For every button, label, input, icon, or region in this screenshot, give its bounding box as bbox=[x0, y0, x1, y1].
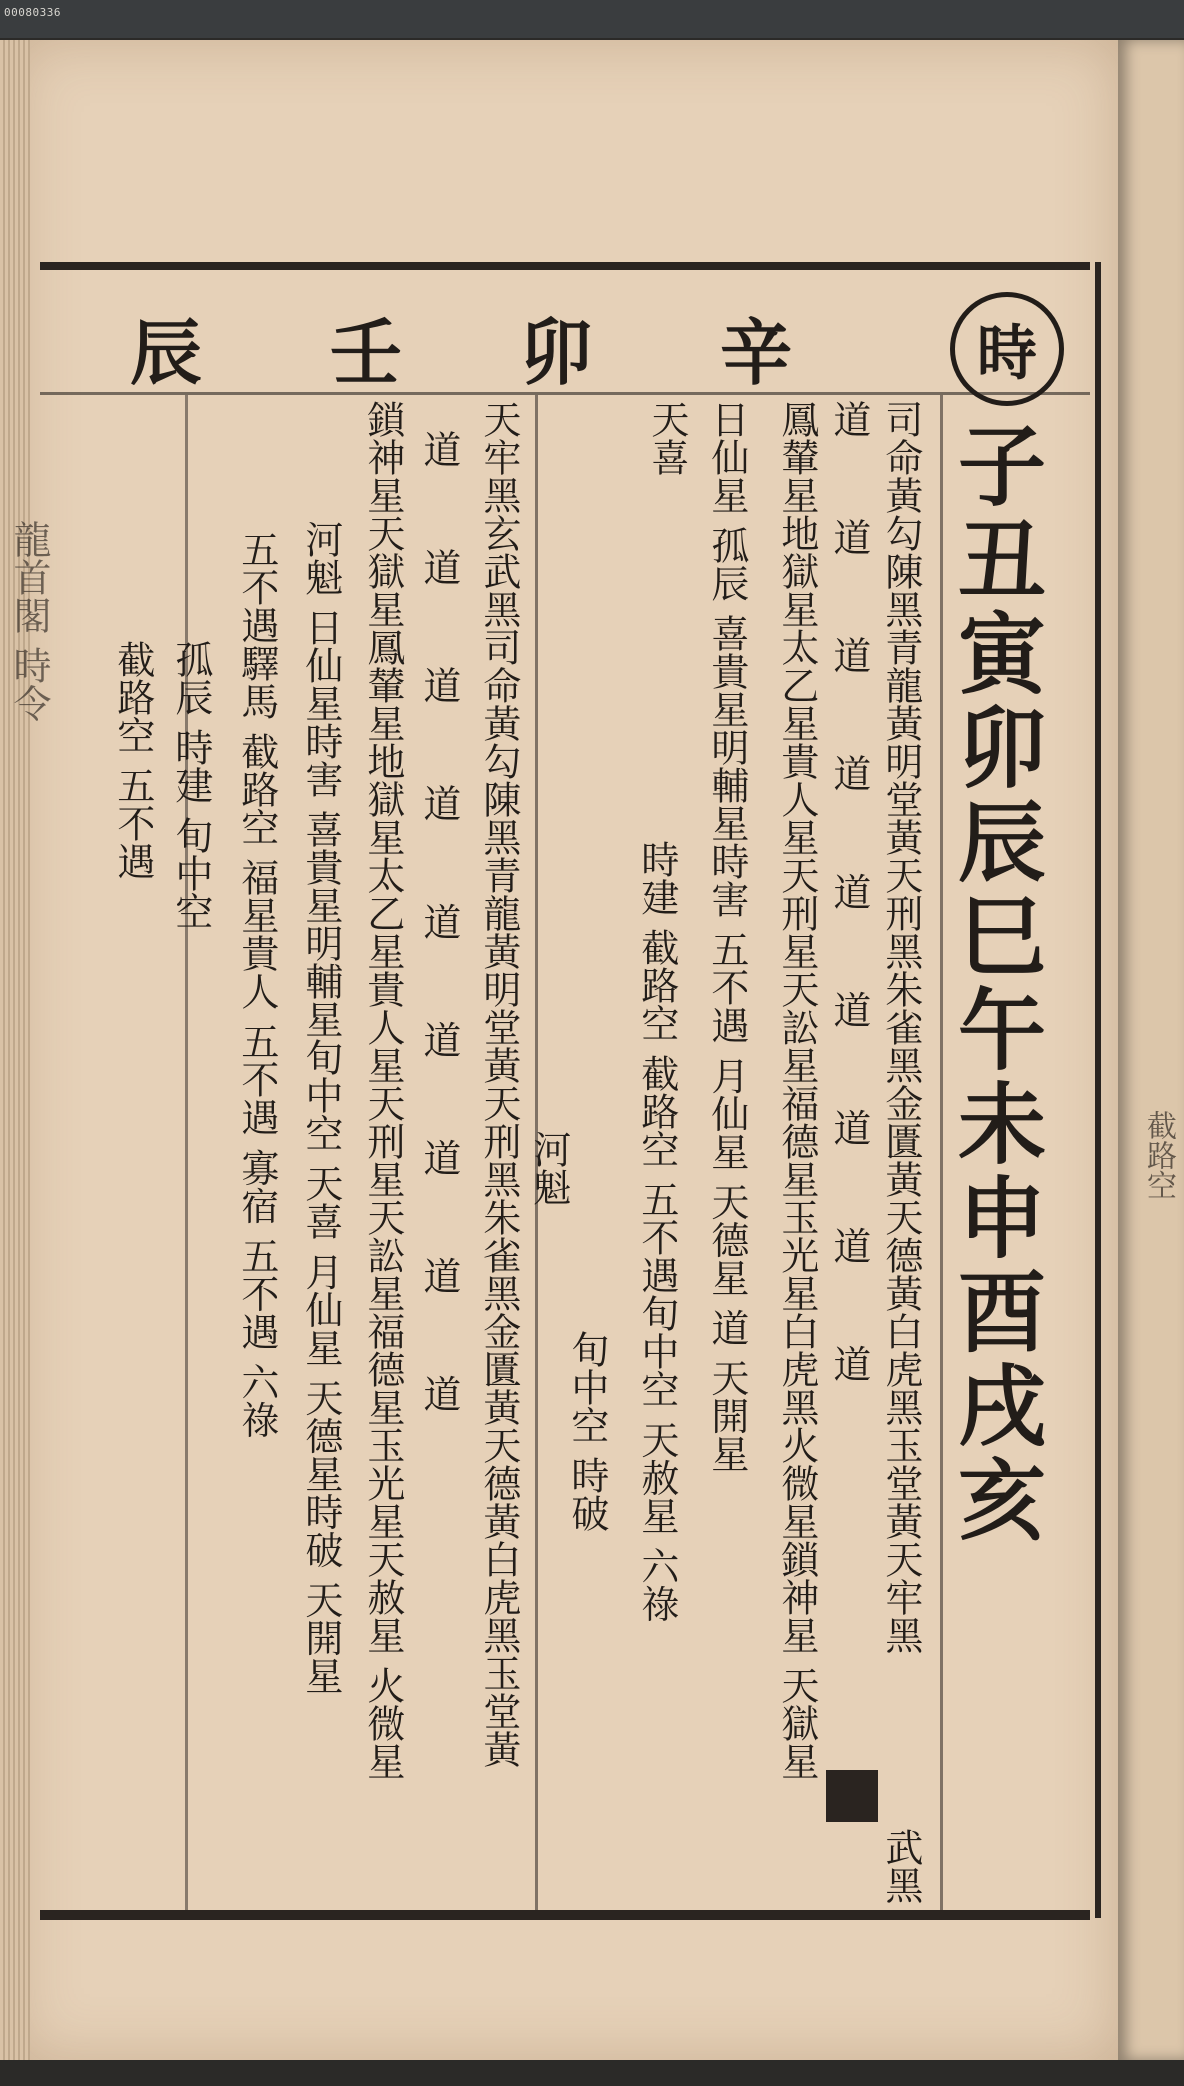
stem-chen: 辰 bbox=[130, 310, 203, 395]
xinmao-stars-column-4: 旬中空 時破 bbox=[564, 1330, 609, 1533]
branch-column-rule bbox=[940, 395, 943, 1910]
xinmao-stars-column-3: 時建 截路空 截路空 五不遇旬中空 天赦星 六祿 bbox=[634, 840, 679, 1623]
page-stack-right bbox=[1118, 40, 1184, 2060]
stem-ren: 壬 bbox=[330, 310, 403, 395]
xinmao-stars-column: 鳳輦星地獄星太乙星貴人星天刑星天訟星福德星玉光星白虎黑火微星鎖神星 天獄星 bbox=[774, 400, 819, 1781]
scan-header-bar bbox=[0, 0, 1184, 38]
stem-mao: 卯 bbox=[520, 310, 593, 395]
renchen-stars-column-2: 河魁 日仙星時害 喜貴星明輔星旬中空 天喜 月仙星 天德星時破 天開星 bbox=[298, 520, 343, 1695]
top-frame-rule bbox=[40, 262, 1090, 270]
hour-badge: 時 bbox=[950, 292, 1064, 406]
renchen-stars-column: 鎖神星天獄星鳳輦星地獄星太乙星貴人星天刑星天訟星福德星玉光星天赦星 火微星 bbox=[360, 400, 405, 1781]
stem-xin: 辛 bbox=[720, 310, 793, 395]
xinmao-dao-column: 道 道 道 道 道 道 道 道 道 bbox=[826, 400, 871, 1417]
renchen-dao-column: 道 道 道 道 道 道 道 道 道 bbox=[416, 430, 461, 1447]
renchen-stars-column-4: 孤辰 時建 旬中空 bbox=[168, 640, 213, 931]
renchen-spirits-tail: 河魁 bbox=[526, 1130, 571, 1206]
renchen-stars-column-5: 截路空 五不遇 bbox=[110, 640, 155, 881]
xinmao-stars-column-2: 日仙星 孤辰 喜貴星明輔星時害 五不遇 月仙星 天德星 道 天開星 bbox=[704, 400, 749, 1473]
right-edge-text: 截路空 bbox=[1141, 1110, 1176, 1200]
earthly-branches-column: 子丑寅卯辰巳午未申酉戌亥 bbox=[944, 420, 1048, 1548]
catalog-number: 00080336 bbox=[4, 6, 61, 19]
page-stack-left bbox=[0, 40, 30, 2060]
bottom-frame-rule bbox=[40, 1910, 1090, 1920]
left-edge-text: 龍首閣 時令 bbox=[7, 520, 51, 723]
xinmao-spirits-tail: 武黑 bbox=[878, 1828, 923, 1904]
xinmao-spirits-column: 司命黃勾陳黑青龍黃明堂黃天刑黑朱雀黑金匱黃天德黃白虎黑玉堂黃天牢黑 bbox=[878, 400, 923, 1654]
xinmao-tianxi: 天喜 bbox=[644, 400, 689, 476]
right-frame-rule bbox=[1095, 262, 1101, 1918]
renchen-stars-column-3: 五不遇驛馬 截路空 福星貴人 五不遇 寡宿 五不遇 六祿 bbox=[234, 530, 279, 1439]
renchen-spirits-column: 天牢黑玄武黑司命黃勾陳黑青龍黃明堂黃天刑黑朱雀黑金匱黃天德黃白虎黑玉堂黃 bbox=[476, 400, 521, 1768]
